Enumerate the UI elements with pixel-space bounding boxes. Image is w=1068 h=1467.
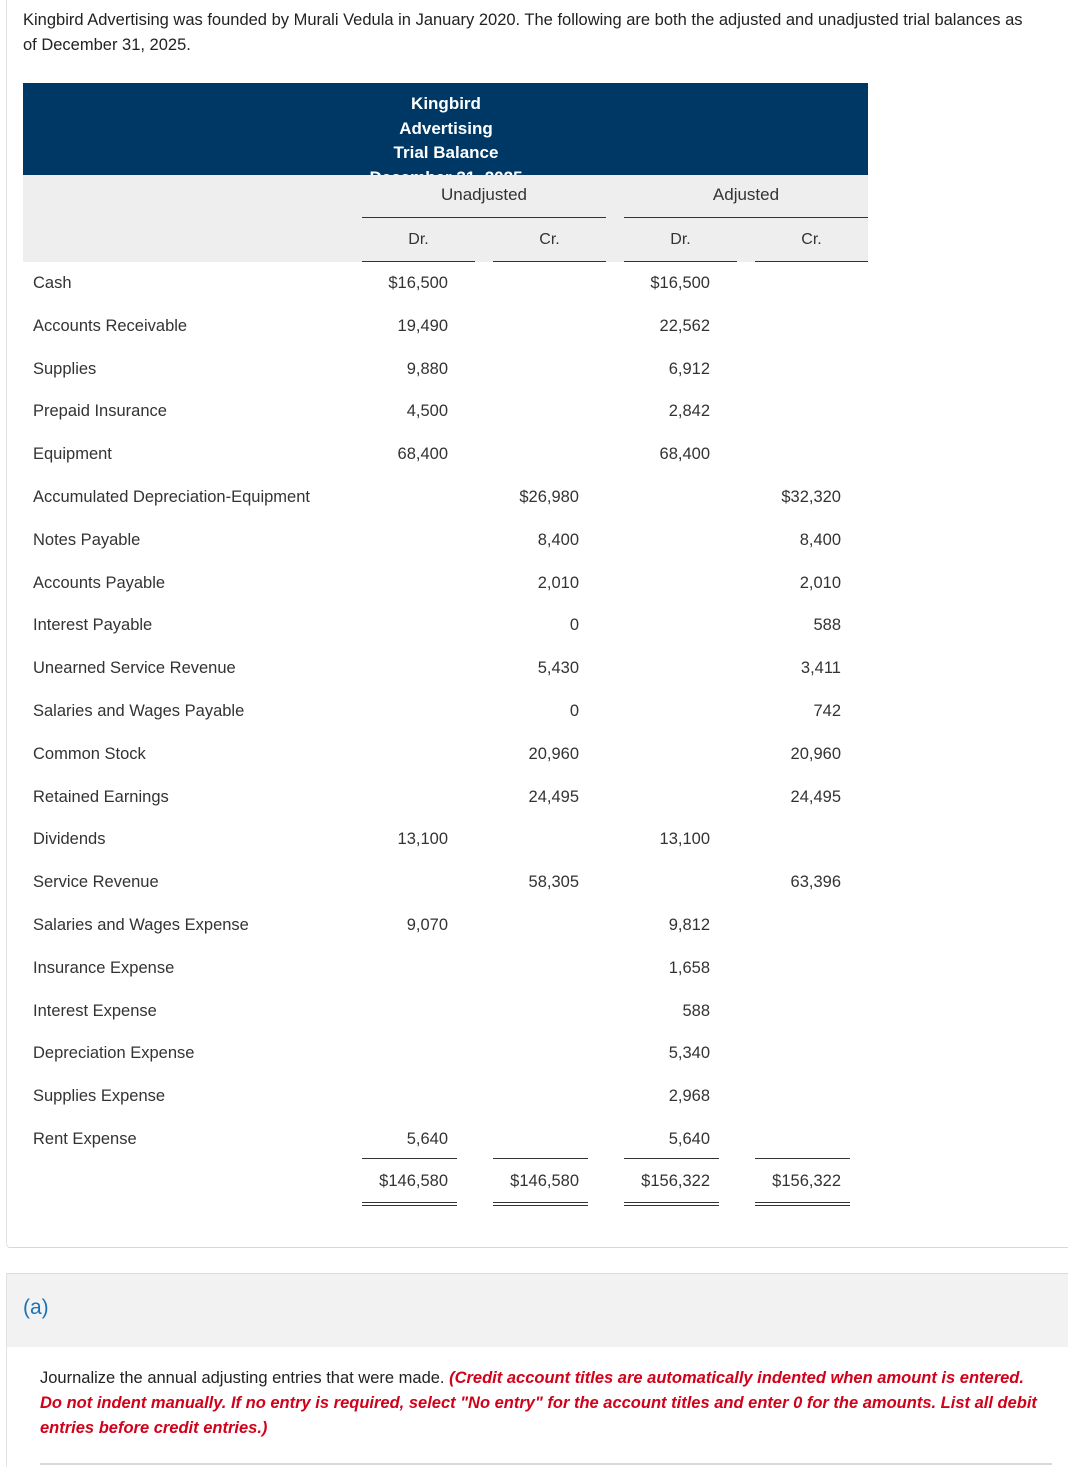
amount-adjusted-cr: 24,495 <box>790 788 841 806</box>
account-name: Interest Payable <box>33 616 153 634</box>
col-adjusted-cr-rule <box>755 261 868 262</box>
table-row <box>23 953 868 983</box>
account-name: Accumulated Depreciation-Equipment <box>33 488 310 506</box>
subtotal-rule-ucr <box>493 1158 588 1159</box>
table-row <box>23 867 868 897</box>
group-unadjusted-rule <box>362 217 606 218</box>
account-name: Service Revenue <box>33 873 159 891</box>
total-adjusted-cr: $156,322 <box>772 1172 841 1190</box>
table-row <box>23 610 868 640</box>
part-a-header <box>7 1274 1068 1347</box>
account-name: Salaries and Wages Payable <box>33 702 245 720</box>
amount-unadjusted-dr: $16,500 <box>388 274 448 292</box>
table-row <box>23 525 868 555</box>
account-name: Retained Earnings <box>33 788 169 806</box>
table-row <box>23 1124 868 1154</box>
col-unadjusted-cr-rule <box>493 261 606 262</box>
table-row <box>23 824 868 854</box>
account-name: Notes Payable <box>33 531 141 549</box>
amount-unadjusted-dr: 9,070 <box>406 916 448 934</box>
amount-adjusted-cr: 20,960 <box>790 745 841 763</box>
total-unadjusted-cr: $146,580 <box>510 1172 579 1190</box>
account-name: Prepaid Insurance <box>33 402 167 420</box>
part-a-section <box>6 1273 1068 1467</box>
account-name: Dividends <box>33 830 106 848</box>
table-row <box>23 653 868 683</box>
amount-adjusted-cr: 3,411 <box>800 659 841 677</box>
table-row <box>23 996 868 1026</box>
double-rule-ucr <box>493 1202 588 1206</box>
account-name: Common Stock <box>33 745 146 763</box>
table-row <box>23 439 868 469</box>
amount-adjusted-cr: 8,400 <box>799 531 841 549</box>
col-adjusted-dr-rule <box>624 261 737 262</box>
amount-adjusted-dr: 22,562 <box>659 317 710 335</box>
subtotal-rule-adr <box>624 1158 719 1159</box>
amount-adjusted-cr: 63,396 <box>790 873 841 891</box>
total-unadjusted-dr: $146,580 <box>379 1172 448 1190</box>
trial-balance-header <box>23 83 868 175</box>
total-adjusted-dr: $156,322 <box>641 1172 710 1190</box>
intro-text: Kingbird Advertising was founded by Murali Vedula in January 2020. The following are both the adjusted and unadjusted trial balances as of December 31, 2025. <box>23 11 1023 54</box>
account-name: Accounts Payable <box>33 574 166 592</box>
table-row <box>23 396 868 426</box>
subtotal-rule-udr <box>362 1158 457 1159</box>
company-name: Kingbird Advertising <box>399 94 493 138</box>
table-row <box>23 268 868 298</box>
amount-adjusted-cr: $32,320 <box>781 488 841 506</box>
group-unadjusted: Unadjusted <box>440 185 527 204</box>
table-row <box>23 696 868 726</box>
col-unadjusted-cr: Cr. <box>539 231 560 248</box>
table-row <box>23 482 868 512</box>
instruction-text: Journalize the annual adjusting entries that were made. <box>40 1369 445 1387</box>
account-name: Depreciation Expense <box>33 1044 195 1062</box>
group-adjusted: Adjusted <box>712 185 780 204</box>
table-row <box>23 782 868 812</box>
table-row <box>23 1081 868 1111</box>
amount-unadjusted-cr: 8,400 <box>537 531 579 549</box>
amount-unadjusted-cr: 20,960 <box>528 745 579 763</box>
account-name: Accounts Receivable <box>33 317 188 335</box>
account-name: Insurance Expense <box>33 959 175 977</box>
account-name: Supplies <box>33 360 97 378</box>
amount-unadjusted-dr: 19,490 <box>397 317 448 335</box>
account-name: Supplies Expense <box>33 1087 166 1105</box>
amount-adjusted-dr: 9,812 <box>668 916 710 934</box>
account-name: Interest Expense <box>33 1002 157 1020</box>
col-unadjusted-dr: Dr. <box>408 231 429 248</box>
column-header-band <box>23 175 868 262</box>
amount-adjusted-dr: 2,968 <box>668 1087 710 1105</box>
amount-adjusted-dr: 2,842 <box>668 402 710 420</box>
totals-row <box>23 1166 868 1196</box>
amount-adjusted-dr: 5,340 <box>668 1044 710 1062</box>
col-unadjusted-dr-rule <box>362 261 475 262</box>
col-adjusted-cr: Cr. <box>801 231 822 248</box>
table-row <box>23 910 868 940</box>
table-row <box>23 568 868 598</box>
amount-unadjusted-cr: 0 <box>569 702 579 720</box>
col-adjusted-dr: Dr. <box>670 231 691 248</box>
amount-adjusted-dr: 6,912 <box>668 360 710 378</box>
subtotal-rule-acr <box>755 1158 850 1159</box>
double-rule-acr <box>755 1202 850 1206</box>
amount-unadjusted-dr: 68,400 <box>397 445 448 463</box>
amount-unadjusted-dr: 13,100 <box>397 830 448 848</box>
double-rule-udr <box>362 1202 457 1206</box>
part-a-instructions <box>40 1366 1050 1441</box>
amount-unadjusted-cr: 2,010 <box>537 574 579 592</box>
amount-adjusted-cr: 588 <box>813 616 841 634</box>
amount-unadjusted-cr: 24,495 <box>528 788 579 806</box>
group-adjusted-rule <box>624 217 868 218</box>
amount-adjusted-dr: 1,658 <box>668 959 710 977</box>
amount-unadjusted-cr: 58,305 <box>528 873 579 891</box>
amount-unadjusted-dr: 9,880 <box>406 360 448 378</box>
account-name: Cash <box>33 274 72 292</box>
amount-adjusted-cr: 742 <box>813 702 841 720</box>
amount-unadjusted-dr: 4,500 <box>406 402 448 420</box>
amount-unadjusted-cr: 5,430 <box>537 659 579 677</box>
table-row <box>23 311 868 341</box>
part-a-label: (a) <box>23 1296 49 1319</box>
bottom-divider <box>40 1463 1052 1465</box>
amount-unadjusted-cr: $26,980 <box>519 488 579 506</box>
amount-adjusted-dr: 68,400 <box>659 445 710 463</box>
amount-adjusted-dr: 13,100 <box>659 830 710 848</box>
amount-unadjusted-dr: 5,640 <box>406 1130 448 1148</box>
double-rule-adr <box>624 1202 719 1206</box>
statement-title: Trial Balance <box>393 143 499 162</box>
amount-adjusted-dr: $16,500 <box>650 274 710 292</box>
instruction-note: (Credit account titles are automatically indented when amount is entered. Do not indent manually. If no entry is required, select "No entry" for the account titles and enter 0 for the amounts. List all debit entries before credit entries.) <box>40 1369 1037 1437</box>
amount-unadjusted-cr: 0 <box>569 616 579 634</box>
account-name: Salaries and Wages Expense <box>33 916 249 934</box>
table-row <box>23 1038 868 1068</box>
amount-adjusted-cr: 2,010 <box>799 574 841 592</box>
account-name: Unearned Service Revenue <box>33 659 236 677</box>
amount-adjusted-dr: 5,640 <box>668 1130 710 1148</box>
account-name: Rent Expense <box>33 1130 137 1148</box>
amount-adjusted-dr: 588 <box>682 1002 710 1020</box>
table-row <box>23 739 868 769</box>
account-name: Equipment <box>33 445 112 463</box>
table-row <box>23 354 868 384</box>
